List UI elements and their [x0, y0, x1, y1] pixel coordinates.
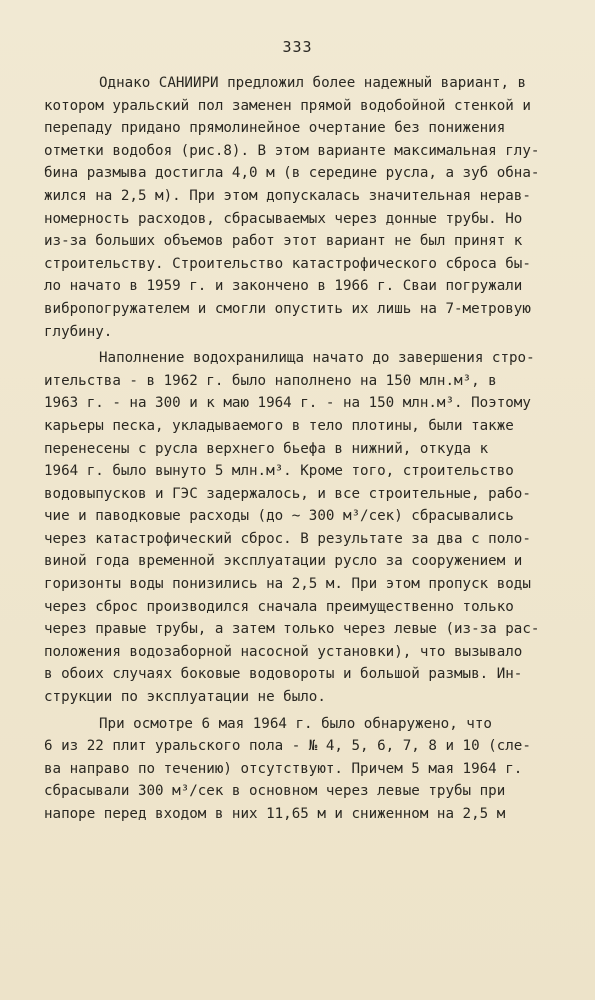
text-line: виной года временной эксплуатации русло за сооружением и [44, 553, 523, 570]
paragraph-1 [44, 72, 564, 343]
paragraph-2 [44, 347, 564, 709]
text-line: через правые трубы, а затем только через левые (из-за рас- [44, 621, 540, 638]
text-line: положения водозаборной насосной установки), что вызывало [44, 643, 523, 660]
text-line: бина размыва достигла 4,0 м (в середине русла, а зуб обна- [44, 165, 540, 182]
text-line: карьеры песка, укладываемого в тело плотины, были также [44, 417, 514, 434]
text-line: 1964 г. было вынуто 5 млн.м³. Кроме того, строительство [44, 463, 514, 480]
text-line: 6 из 22 плит уральского пола - № 4, 5, 6, 7, 8 и 10 (сле- [44, 738, 531, 755]
text-line: чие и паводковые расходы (до ~ 300 м³/сек) сбрасывались [44, 508, 514, 525]
text-line: через катастрофический сброс. В результате за два с поло- [44, 530, 531, 547]
text-line: напоре перед входом в них 11,65 м и сниженном на 2,5 м [44, 806, 506, 822]
text-line: струкции по эксплуатации не было. [44, 689, 326, 706]
text-line: из-за больших объемов работ этот вариант не был принят к [44, 233, 523, 250]
text-line: ло начато в 1959 г. и закончено в 1966 г. Сваи погружали [44, 278, 523, 295]
page-number: 333 [282, 38, 313, 56]
text-line: вибропогружателем и смогли опустить их лишь на 7-метровую [44, 300, 531, 317]
text-line: ва направо по течению) отсутствуют. Причем 5 мая 1964 г. [44, 760, 523, 777]
text-line: горизонты воды понизились на 2,5 м. При этом пропуск воды [44, 576, 531, 593]
text-line: жился на 2,5 м). При этом допускалась значительная нерав- [44, 187, 531, 204]
text-line: водовыпусков и ГЭС задержалось, и все строительные, рабо- [44, 485, 531, 502]
paragraph-3 [44, 713, 564, 826]
text-line: отметки водобоя (рис.8). В этом варианте максимальная глу- [44, 142, 540, 159]
text-line: ительства - в 1962 г. было наполнено на 150 млн.м³, в [44, 372, 497, 389]
body-text [44, 72, 564, 826]
text-line: перепаду придано прямолинейное очертание без понижения [44, 120, 506, 137]
text-line: номерность расходов, сбрасываемых через донные трубы. Но [44, 210, 523, 227]
text-line: в обоих случаях боковые водовороты и большой размыв. Ин- [44, 666, 523, 683]
text-line: глубину. [44, 323, 113, 340]
text-line: Однако САНИИРИ предложил более надежный вариант, в [99, 75, 527, 91]
text-line: 1963 г. - на 300 и к маю 1964 г. - на 150 млн.м³. Поэтому [44, 395, 531, 412]
text-line: перенесены с русла верхнего бьефа в нижний, откуда к [44, 440, 489, 457]
text-line: котором уральский пол заменен прямой водобойной стенкой и [44, 97, 531, 114]
text-line: через сброс производился сначала преимущественно только [44, 598, 514, 615]
text-line: строительству. Строительство катастрофического сброса бы- [44, 255, 531, 272]
text-line: сбрасывали 300 м³/сек в основном через левые трубы при [44, 783, 506, 800]
text-line: При осмотре 6 мая 1964 г. было обнаружено, что [99, 715, 492, 732]
text-line: Наполнение водохранилища начато до завершения стро- [99, 350, 535, 367]
